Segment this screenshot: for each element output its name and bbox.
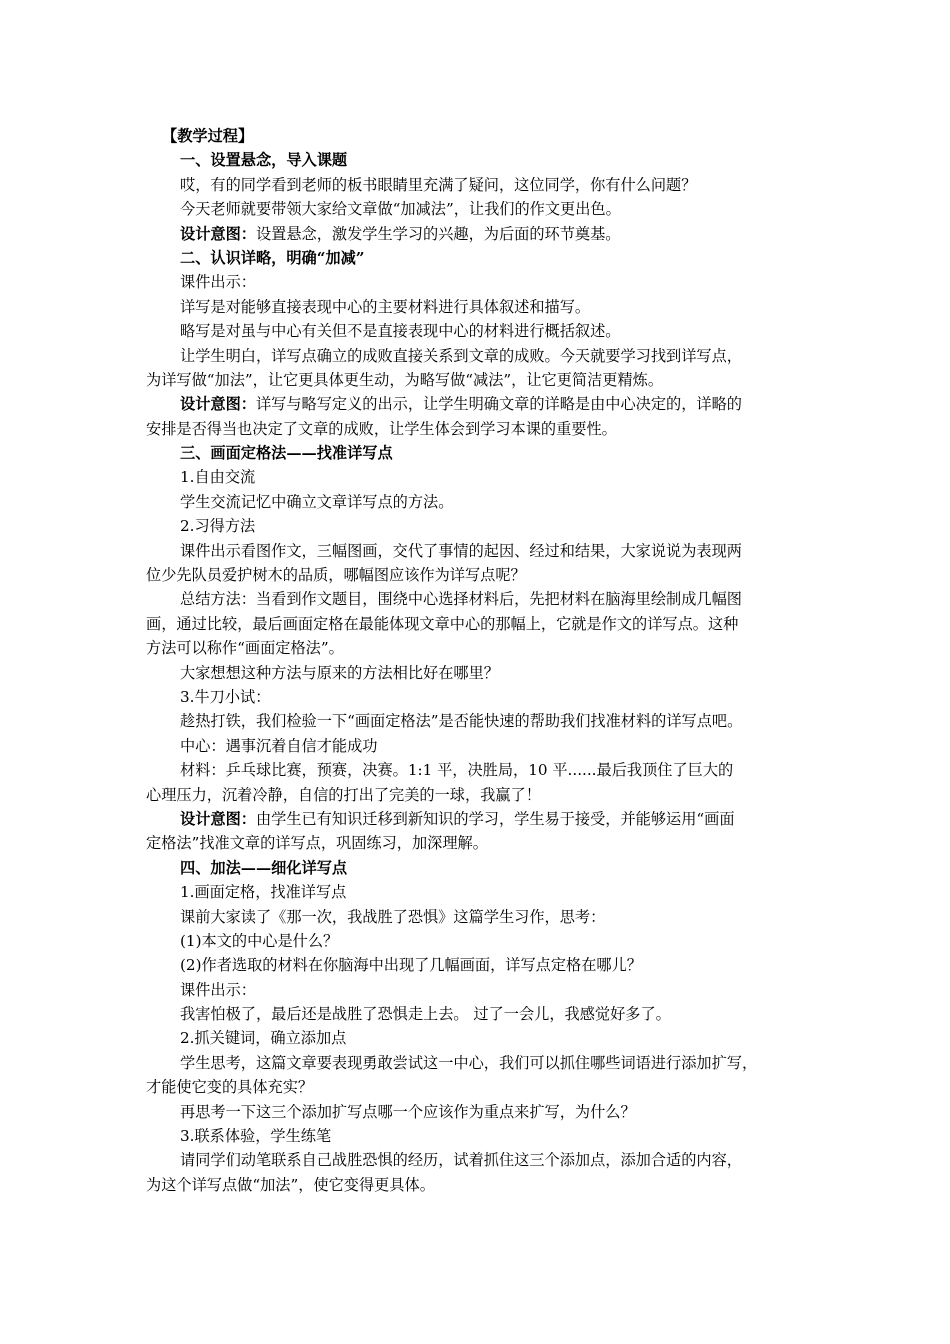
paragraph: 再思考一下这三个添加扩写点哪一个应该作为重点来扩写，为什么？: [180, 1102, 636, 1121]
subheading: 3.牛刀小试：: [180, 687, 271, 706]
paragraph-continued: 方法可以称作“画面定格法”。: [146, 639, 344, 658]
subheading: 2.习得方法: [180, 517, 256, 536]
section-3-heading: 三、画面定格法——找准详写点: [180, 444, 393, 463]
paragraph: 课前大家读了《那一次，我战胜了恐惧》这篇学生习作，思考：: [180, 907, 606, 926]
paragraph: 学生思考，这篇文章要表现勇敢尝试这一中心，我们可以抓住哪些词语进行添加扩写，: [180, 1053, 758, 1072]
courseware-label: 课件出示：: [180, 980, 256, 999]
paragraph-continued: 画，通过比较，最后画面定格在最能体现文章中心的那幅上，它就是作文的详写点。这种: [146, 614, 739, 633]
design-intent-text: 详写与略写定义的出示，让学生明确文章的详略是由中心决定的，详略的: [255, 395, 742, 414]
paragraph: 大家想想这种方法与原来的方法相比好在哪里？: [180, 663, 499, 682]
design-intent: [146, 222, 826, 246]
paragraph: 让学生明白，详写点确立的成败直接关系到文章的成败。今天就要学习找到详写点，: [180, 346, 742, 365]
paragraph: 今天老师就要带领大家给文章做“加减法”，让我们的作文更出色。: [180, 200, 621, 219]
quote: 我害怕极了，最后还是战胜了恐惧走上去。 过了一会儿，我感觉好多了。: [180, 1005, 671, 1024]
design-intent-continued: 安排是否得当也决定了文章的成败，让学生体会到学习本课的重要性。: [146, 419, 617, 438]
paragraph: 课件出示看图作文，三幅图画，交代了事情的起因、经过和结果，大家说说为表现两: [180, 541, 742, 560]
paragraph: 学生交流记忆中确立文章详写点的方法。: [180, 492, 454, 511]
paragraph: 略写是对虽与中心有关但不是直接表现中心的材料进行概括叙述。: [180, 322, 621, 341]
design-intent: [146, 807, 826, 831]
design-intent-text: 由学生已有知识迁移到新知识的学习，学生易于接受，并能够运用“画面: [255, 809, 735, 828]
paragraph: 总结方法：当看到作文题目，围绕中心选择材料后，先把材料在脑海里绘制成几幅图: [180, 590, 742, 609]
section-4-heading: 四、加法——细化详写点: [180, 858, 348, 877]
paragraph: 趁热打铁，我们检验一下“画面定格法”是否能快速的帮助我们找准材料的详写点吧。: [180, 712, 743, 731]
paragraph-continued: 为这个详写点做“加法”，使它变得更具体。: [146, 1175, 435, 1194]
design-intent-label: 设计意图：: [180, 224, 256, 243]
document-body: [146, 124, 826, 1197]
section-title: 【教学过程】: [162, 127, 254, 145]
subheading: 1.自由交流: [180, 468, 256, 487]
design-intent-label: 设计意图：: [180, 395, 256, 414]
paragraph-continued: 位少先队员爱护树木的品质，哪幅图应该作为详写点呢？: [146, 566, 526, 585]
design-intent-label: 设计意图：: [180, 809, 256, 828]
question: (1)本文的中心是什么？: [180, 931, 339, 950]
section-1-heading: 一、设置悬念，导入课题: [180, 151, 348, 170]
subheading: 3.联系体验，学生练笔: [180, 1127, 332, 1146]
paragraph-continued: 为详写做“加法”，让它更具体更生动，为略写做“减法”，让它更简洁更精炼。: [146, 370, 664, 389]
subheading: 2.抓关键词，确立添加点: [180, 1029, 347, 1048]
design-intent-text: 设置悬念，激发学生学习的兴趣，为后面的环节奠基。: [255, 224, 621, 243]
design-intent-continued: 定格法”找准文章的详写点，巩固练习，加深理解。: [146, 834, 488, 853]
design-intent: [146, 392, 826, 416]
paragraph: 材料：乒乓球比赛，预赛，决赛。1:1 平，决胜局，10 平......最后我顶住了巨大的: [180, 761, 734, 780]
courseware-label: 课件出示：: [180, 273, 256, 292]
paragraph: 哎，有的同学看到老师的板书眼睛里充满了疑问，这位同学，你有什么问题？: [180, 175, 697, 194]
paragraph: 中心：遇事沉着自信才能成功: [180, 736, 378, 755]
question: (2)作者选取的材料在你脑海中出现了几幅画面，详写点定格在哪儿？: [180, 956, 642, 975]
paragraph: 详写是对能够直接表现中心的主要材料进行具体叙述和描写。: [180, 297, 591, 316]
section-2-heading: 二、认识详略，明确“加减”: [180, 248, 365, 267]
paragraph-continued: 心理压力，沉着冷静，自信的打出了完美的一球，我赢了！: [146, 785, 541, 804]
paragraph: 请同学们动笔联系自己战胜恐惧的经历，试着抓住这三个添加点，添加合适的内容，: [180, 1151, 742, 1170]
paragraph-continued: 才能使它变的具体充实？: [146, 1078, 314, 1097]
subheading: 1.画面定格，找准详写点: [180, 883, 347, 902]
